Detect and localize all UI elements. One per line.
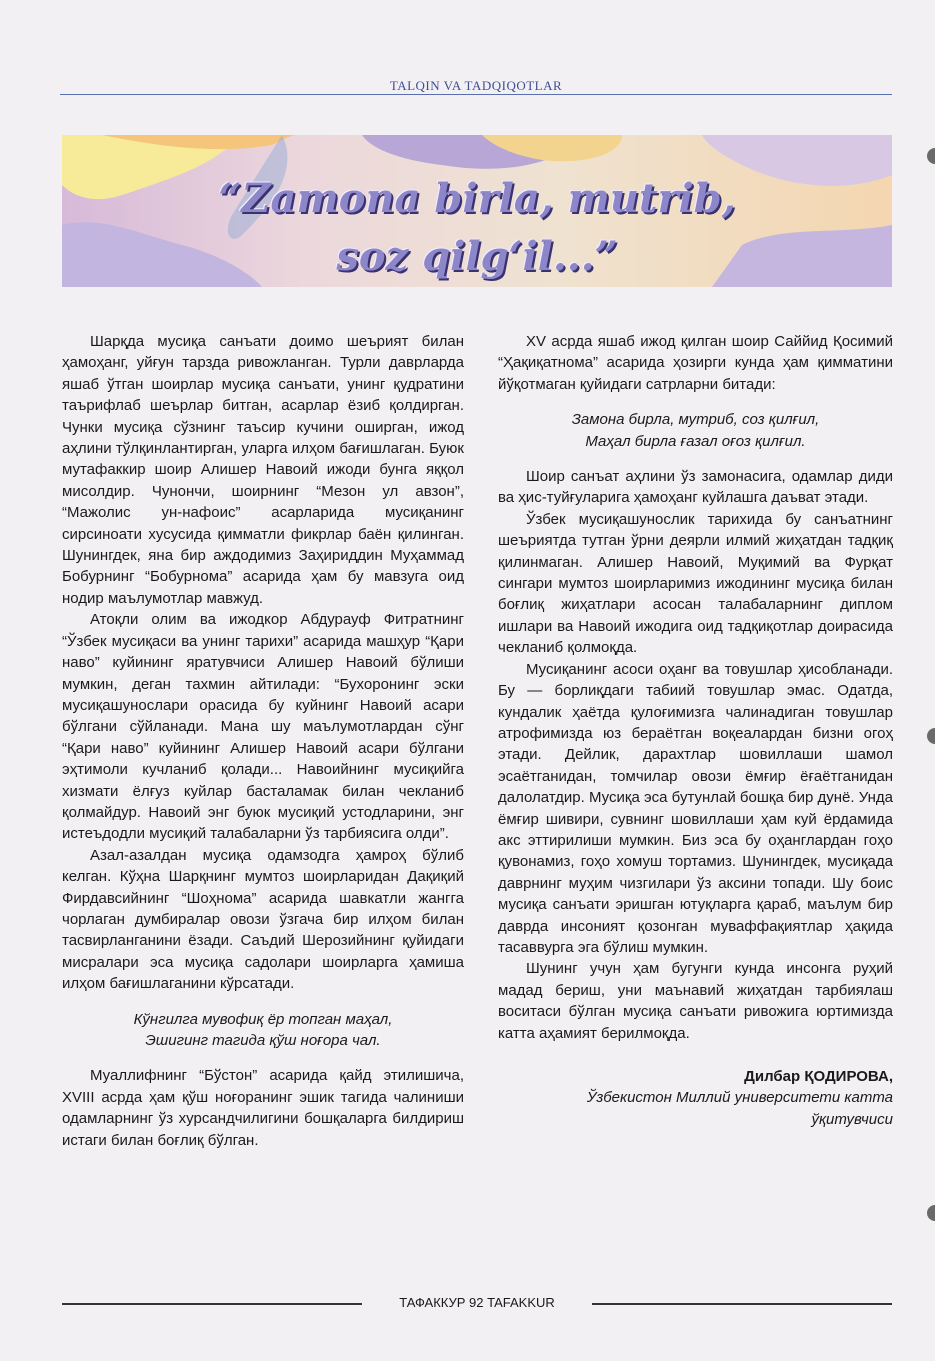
footer-rule-left	[62, 1303, 362, 1305]
verse-line: Эшигинг тагида қўш ноғора чал.	[145, 1032, 381, 1049]
page-footer	[62, 1294, 892, 1314]
paragraph: Шарқда мусиқа санъати доимо шеърият билан ҳамоҳанг, уйғун тарзда ривожланган. Турли даврларда яшаб ўтган шоирлар мусиқа санъати, унинг қудратини таърифлаб шеърлар битган, асарлар ёзиб қолдирган. Чунки мусиқа сўзнинг таъсир кучини оширган, ижод аҳлини тўлқинлантирган, уларга илҳом бағишлаган. Буюк мутафаккир шоир Алишер Навоий ижоди бунга яққол мисолдир. Чунончи, шоирнинг “Мезон ул авзон”, “Мажолис ун-нафоис” асарларида мусиқанинг сирсиноати хусусида қимматли фикрлар баён қилинган. Шунингдек, яна бир аждодимиз Заҳириддин Муҳаммад Бобурнинг “Бобурнома” асарида ҳам бу мавзуга оид нодир маълумотлар мавжуд.	[62, 333, 464, 607]
verse-line: Маҳал бирла ғазал оғоз қилғил.	[585, 432, 806, 450]
author-affiliation: Ўзбекистон Миллий университети катта	[586, 1089, 893, 1107]
paragraph: Ўзбек мусиқашунослик тарихида бу санъатнинг шеъриятда тутган ўрни деярли илмий жиҳатдан тадқиқ қилинмаган. Алишер Навоий, Муқимий ва Фурқат сингари мумтоз шоирларимиз ижодининг мусиқа билан боғлиқ жиҳатлари асосан талабаларнинг диплом ишлари ва Навоий ижодига оид тадқиқотлар доирасида чекланиб қолмоқда.	[498, 510, 893, 657]
header-rule	[60, 94, 892, 95]
left-column	[62, 331, 464, 1151]
binder-hole	[927, 148, 935, 164]
banner-title-line1: “Zamona birla, mutrib,	[218, 175, 736, 222]
paragraph: Азал-азалдан мусиқа одамзодга ҳамроҳ бўлиб келган. Кўҳна Шарқнинг мумтоз шоирларидан Дақиқий Фирдавсийнинг “Шоҳнома” асарида шавкатли жангга чорлаган думбиралар овози ўзгача бир илҳом билан тасвирланганини ёзади. Саъдий Шерозийнинг қуйидаги мисралари эса мусиқа садолари шоирларга ҳамиша илҳом бағишлаганини кўрсатади.	[62, 846, 464, 993]
verse	[498, 409, 893, 452]
author-affiliation: ўқитувчиси	[811, 1110, 893, 1128]
paragraph: Атоқли олим ва ижодкор Абдурауф Фитратнинг “Ўзбек мусиқаси ва унинг тарихи” асарида машҳур “Қари наво” куйининг яратувчиси Алишер Навоий бўлиши мумкин, деган тахмин айтилади: “Бухоронинг эски мусиқашунослари орасида бу куйнинг Навоий асари бўлгани сўйланади. Мана шу маълумотлардан сўнг “Қари наво” куйининг Алишер Навоий асари бўлгани эҳтимоли кучланиб қолади... Навоийнинг мусиқийга хизмати ёлғуз куйлар басталамак билан чекланиб қолмайдур. Навоий энг буюк мусиқий устодларини, энг истеъдодли мусиқий талабаларни ўз тарбиясига олди”.	[62, 611, 464, 843]
binder-hole	[927, 1205, 935, 1221]
footer-text: ТАФАККУР 92 TAFAKKUR	[399, 1295, 555, 1310]
verse-line: Кўнгилга мувофиқ ёр топган маҳал,	[133, 1010, 393, 1028]
title-banner	[62, 135, 892, 287]
section-title: TALQIN VA TADQIQOTLAR	[389, 78, 563, 93]
running-header	[60, 76, 892, 98]
paragraph: Мусиқанинг асоси оҳанг ва товушлар ҳисобланади. Бу — борлиқдаги табиий товушлар эмас. Одатда, кундалик ҳаётда қулоғимизга чалинадиган товушлар атрофимизда юз бераётган воқеалардан бизни огоҳ этади. Дейлик, дарахтлар шовиллаши шамол эсаётганидан, томчилар овози ёмғир ёғаётганидан далолатдир. Мусиқа эса бутунлай бошқа бир дунё. Унда ёмғир шивири, сувнинг шовиллаши ҳам куй ёрдамида акс эттирилиши мумкин. Биз эса бу оҳанглардан гоҳо қувонамиз, гоҳо хомуш тортамиз. Шунингдек, мусиқада даврнинг муҳим чизгилари ўз аксини топади. Шу боис мусиқа санъати эришган ютуқларга қараб, маълум бир даврда инсоният қозонган муваффақиятлар ҳақида тасаввурга эга бўлиш мумкин.	[498, 660, 893, 956]
banner-title-line2: soz qilg‘il...”	[336, 233, 618, 280]
footer-rule-right	[592, 1303, 892, 1305]
paragraph: Муаллифнинг “Бўстон” асарида қайд этилишича, XVIII асрда ҳам қўш ноғоранинг эшик тагида чалиниши одамларнинг ўз хурсандчилигини бошқаларга билдириш истаги билан боғлиқ бўлган.	[62, 1067, 464, 1149]
paragraph: Шунинг учун ҳам бугунги кунда инсонга руҳий мадад бериш, уни маънавий жиҳатдан тарбиялаш воситаси бўлган мусиқа санъати ривожига юртимизда катта аҳамият берилмоқда.	[498, 960, 893, 1042]
right-column	[498, 331, 893, 1130]
paragraph: XV асрда яшаб ижод қилган шоир Саййид Қосимий “Ҳақиқатнома” асарида ҳозирги кунда ҳам қимматини йўқотмаган қуйидаги сатрларни битади:	[498, 333, 893, 393]
paragraph: Шоир санъат аҳлини ўз замонасига, одамлар диди ва ҳис-туйғуларига ҳамоҳанг куйлашга даъват этади.	[498, 468, 893, 507]
verse-line: Замона бирла, мутриб, соз қилғил,	[571, 411, 820, 429]
author-name: Дилбар ҚОДИРОВА,	[744, 1068, 893, 1085]
verse	[62, 1009, 464, 1052]
binder-hole	[927, 728, 935, 744]
signature	[498, 1066, 893, 1130]
